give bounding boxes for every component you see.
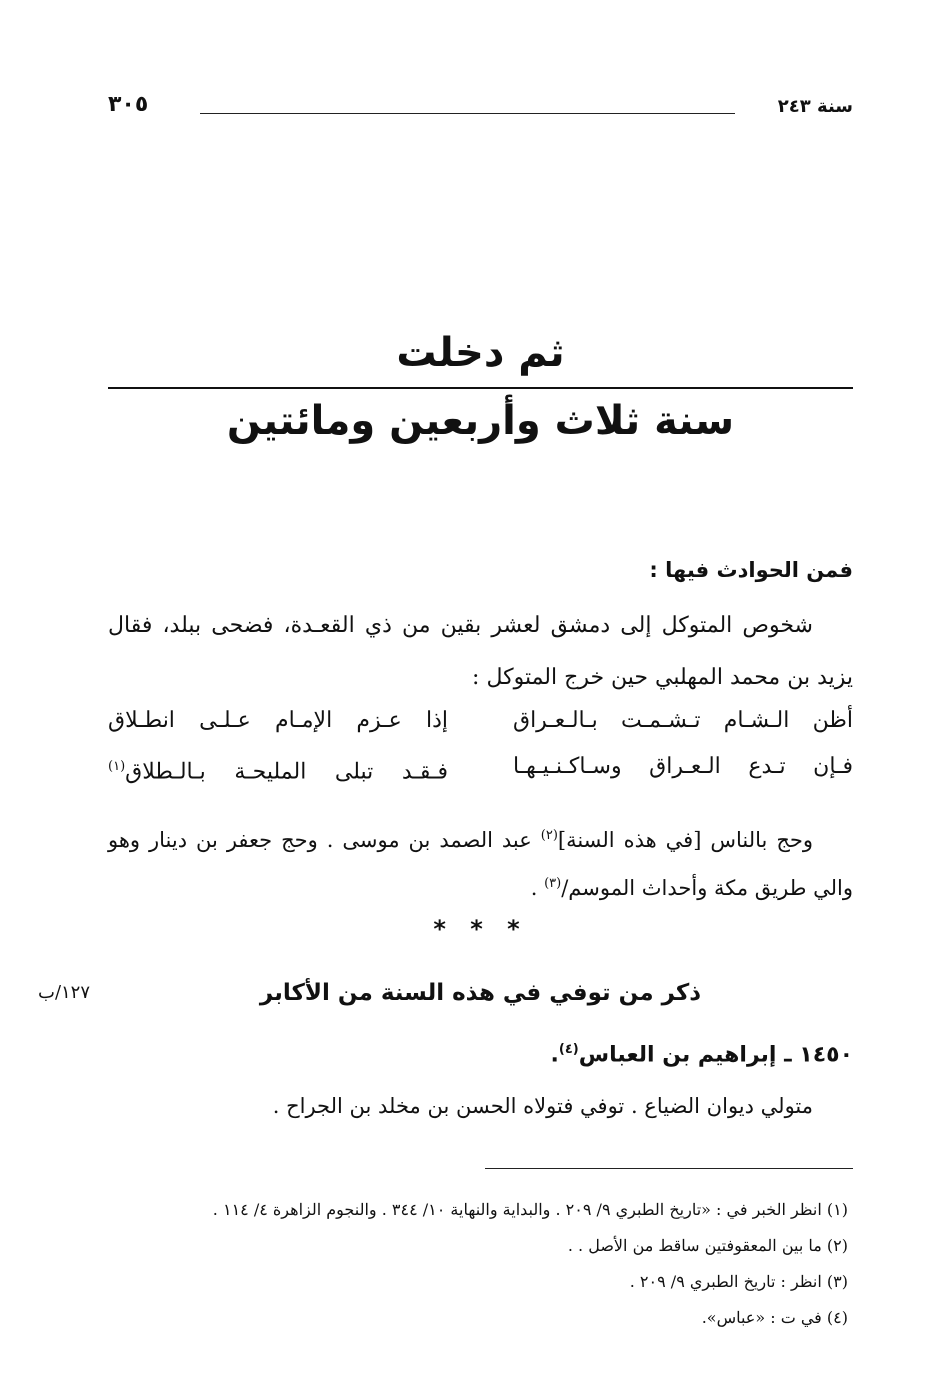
verse-first-hemistich: فـإن تـدع الـعـراق وسـاكـنـيـهـا	[513, 754, 853, 779]
entry-title-end: .	[550, 1042, 559, 1068]
hajj-paragraph	[108, 814, 853, 910]
verse-line	[108, 698, 853, 744]
hajj-text-3: .	[530, 876, 545, 900]
chapter-title-line2: سنة ثلاث وأربعين ومائتين	[226, 398, 735, 444]
events-heading: فمن الحوادث فيها :	[649, 558, 853, 582]
chapter-title-line1: ثم دخلت	[396, 330, 565, 376]
footnote: (٤) في ت : «عباس».	[701, 1308, 848, 1327]
running-header	[108, 92, 853, 122]
title-rule	[108, 387, 853, 389]
footnote: (٣) انظر : تاريخ الطبري ٩/ ٢٠٩ .	[629, 1272, 848, 1291]
footnotes	[128, 1192, 848, 1336]
section-separator: * * *	[433, 915, 528, 943]
verse-line	[108, 744, 853, 790]
header-rule	[200, 113, 735, 114]
running-header-year: سنة ٢٤٣	[777, 96, 853, 117]
footnote: (١) انظر الخبر في : «تاريخ الطبري ٩/ ٢٠٩ . والبداية والنهاية ١٠/ ٣٤٤ . والنجوم الزاهرة ٤/ ١١٤ .	[212, 1200, 848, 1219]
footnote-rule	[485, 1168, 853, 1169]
footnote: (٢) ما بين المعقوفتين ساقط من الأصل . .	[567, 1236, 848, 1255]
footnote-ref[interactable]: (٣)	[544, 876, 562, 891]
verse-second-hemistich-text: فـقـد تبلى المليحـة بـالـطلاق	[125, 759, 448, 785]
entry-text: متولي ديوان الضياع . توفي فتولاه الحسن بن مخلد بن الجراح .	[272, 1094, 813, 1118]
page-number: ٣٠٥	[108, 92, 149, 117]
deaths-heading: ذكر من توفي في هذه السنة من الأكابر	[259, 980, 702, 1006]
hajj-text-2: عبد الصمد بن موسى . وحج جعفر بن دينار وهو والي طريق مكة وأحداث الموسم/	[108, 828, 853, 900]
poem	[108, 698, 853, 790]
entry-title	[108, 1042, 853, 1067]
footnote-ref[interactable]: (٤)	[558, 1042, 579, 1057]
hajj-text-1: وحج بالناس [في هذه السنة]	[557, 828, 814, 852]
events-paragraph: شخوص المتوكل إلى دمشق لعشر بقين من ذي القعـدة، فضحى ببلد، فقال يزيد بن محمد المهلبي حين خرج المتوكل :	[108, 613, 853, 690]
footnote-ref[interactable]: (١)	[108, 759, 126, 774]
verse-second-hemistich	[108, 744, 448, 790]
entry-title-text: ١٤٥٠ ـ إبراهيم بن العباس	[578, 1042, 853, 1068]
manuscript-folio-note: ١٢٧/ب	[38, 982, 91, 1003]
verse-second-hemistich: إذا عـزم الإمـام عـلـى انطـلاق	[108, 708, 448, 733]
footnote-ref[interactable]: (٢)	[540, 828, 558, 843]
verse-first-hemistich: أظن الـشـام تـشـمـت بـالـعـراق	[513, 708, 853, 733]
